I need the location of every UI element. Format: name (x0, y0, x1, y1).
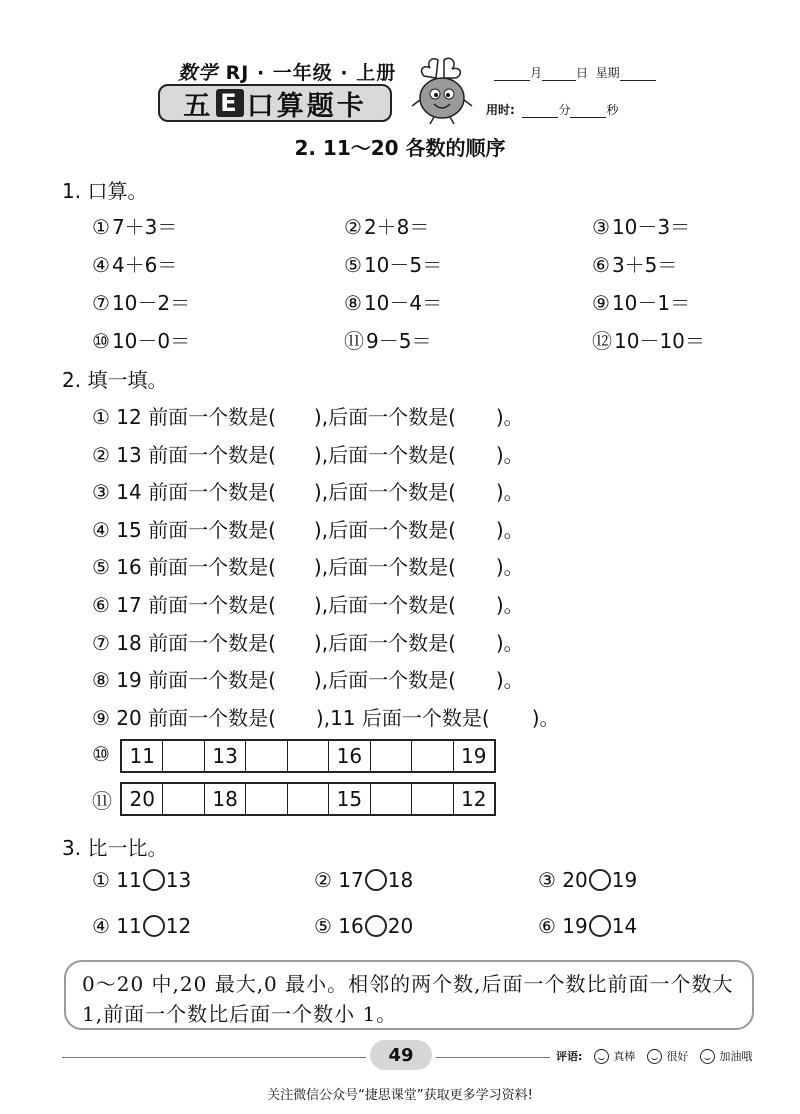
compare-item (538, 914, 637, 938)
page-number: 49 (370, 1040, 432, 1070)
prompt-before: 20 前面一个数是( (116, 705, 276, 730)
sequence-number-box: 11 (122, 741, 163, 771)
math-expression: 7＋3＝ (111, 215, 178, 239)
math-expression: 10－0＝ (111, 329, 191, 353)
item-number: ④ (92, 517, 110, 542)
sequence-row-1 (120, 739, 496, 773)
prompt-end: )。 (495, 555, 524, 580)
compare-left: 19 (562, 914, 588, 938)
sequence-row-2 (120, 782, 496, 816)
weekday-blank[interactable] (620, 68, 656, 81)
item-number: ⑤ (344, 253, 362, 277)
math-expression: 3＋5＝ (611, 253, 678, 277)
footer-rule-left (62, 1057, 366, 1058)
fill-blank-row (92, 476, 524, 505)
item-number: ② (344, 215, 362, 239)
rating-keep-going: 加油哦 (719, 1050, 753, 1063)
prompt-end: )。 (495, 405, 524, 429)
prompt-before: 16 前面一个数是( (116, 555, 276, 580)
minutes-blank[interactable] (522, 105, 558, 118)
compare-item (538, 868, 637, 892)
item-number: ⑨ (592, 291, 610, 315)
month-blank[interactable] (494, 68, 530, 81)
prompt-end: )。 (495, 480, 524, 505)
prompt-after: ),后面一个数是( (313, 517, 456, 542)
book-edition (178, 58, 396, 85)
fill-blank-row (92, 664, 524, 693)
prompt-after: ),后面一个数是( (313, 480, 456, 505)
prompt-after: ),后面一个数是( (313, 555, 456, 580)
prompt-before: 12 前面一个数是( (116, 405, 276, 429)
summary-note: 0～20 中,20 最大,0 最小。相邻的两个数,后面一个数比前面一个数大 1,前面一个数比后面一个数小 1。 (64, 960, 754, 1030)
section2-heading: 2. 填一填。 (62, 368, 168, 392)
compare-circle-blank[interactable] (589, 915, 611, 937)
brand-title: 口算题卡 (246, 90, 367, 122)
compare-circle-blank[interactable] (589, 869, 611, 891)
brand-prefix: 五 (183, 90, 214, 122)
compare-right: 18 (387, 868, 414, 892)
compare-item (314, 914, 413, 938)
minutes-label: 分 (558, 103, 571, 117)
math-expression: 10－2＝ (111, 291, 191, 315)
brand-e-logo: E (216, 89, 243, 117)
mental-math-item (92, 287, 190, 316)
item-number: ② (92, 442, 110, 467)
sequence-blank-box[interactable] (246, 784, 287, 814)
prompt-end: )。 (495, 668, 524, 693)
compare-left: 11 (116, 868, 142, 892)
item-number: ⑤ (92, 555, 110, 580)
prompt-after: ),后面一个数是( (313, 442, 456, 467)
prompt-end: )。 (495, 517, 524, 542)
item-number: ⑥ (92, 593, 110, 617)
item-number: ④ (92, 253, 110, 277)
month-label: 月 (530, 66, 543, 80)
wechat-note: 关注微信公众号“捷思课堂”获取更多学习资料! (267, 1088, 533, 1103)
mental-math-item (92, 211, 177, 240)
sequence-number-box: 18 (205, 784, 246, 814)
prompt-before: 17 前面一个数是( (116, 593, 276, 617)
prompt-after: ),后面一个数是( (313, 668, 456, 693)
sequence-blank-box[interactable] (163, 784, 204, 814)
smile-face-icon[interactable] (594, 1049, 609, 1064)
edition-label: RJ · 一年级 · 上册 (225, 62, 397, 84)
compare-circle-blank[interactable] (143, 869, 165, 891)
compare-item (92, 868, 191, 892)
item-number: ③ (538, 868, 556, 892)
prompt-before: 19 前面一个数是( (116, 668, 276, 693)
footer-rule-right (436, 1057, 550, 1058)
compare-left: 16 (338, 914, 364, 938)
item-number: ⑦ (92, 291, 110, 315)
sequence-blank-box[interactable] (163, 741, 204, 771)
compare-left: 20 (562, 868, 588, 892)
sequence-blank-box[interactable] (371, 741, 412, 771)
fill-blank-row (92, 401, 524, 430)
math-expression: 10－1＝ (611, 291, 691, 315)
sequence-blank-box[interactable] (412, 784, 453, 814)
seconds-label: 秒 (606, 103, 619, 117)
mental-math-item (592, 325, 705, 354)
compare-left: 17 (338, 868, 364, 892)
mental-math-item (344, 287, 442, 316)
date-line (494, 64, 656, 81)
item-number: ① (92, 215, 110, 239)
prompt-before: 15 前面一个数是( (116, 517, 276, 542)
mental-math-item (92, 249, 177, 278)
fill-blank-row (92, 589, 524, 618)
sequence-number-box: 16 (329, 741, 370, 771)
prompt-after: ),后面一个数是( (313, 630, 456, 655)
compare-item (92, 914, 191, 938)
item-number: ⑫ (592, 329, 612, 353)
rating-great: 真棒 (613, 1050, 636, 1063)
compare-circle-blank[interactable] (365, 869, 387, 891)
fill-blank-row (92, 627, 524, 656)
item-number: ⑧ (344, 291, 362, 315)
time-line (486, 101, 618, 118)
brand-banner (158, 84, 392, 122)
item-number: ⑦ (92, 630, 110, 655)
math-expression: 2＋8＝ (363, 215, 430, 239)
prompt-end: )。 (495, 630, 524, 655)
sequence-blank-box[interactable] (371, 784, 412, 814)
seconds-blank[interactable] (570, 105, 606, 118)
compare-right: 13 (165, 868, 192, 892)
lesson-title: 2. 11～20 各数的顺序 (294, 136, 506, 160)
item-number: ① (92, 405, 110, 429)
compare-circle-blank[interactable] (365, 915, 387, 937)
item-number: ⑪ (344, 329, 364, 353)
subject-label: 数学 (178, 62, 219, 84)
prompt-after: ),后面一个数是( (313, 593, 456, 617)
time-used-label: 用时: (486, 103, 515, 117)
fill-blank-row (92, 514, 524, 543)
item-number: ⑧ (92, 668, 110, 693)
sequence-blank-box[interactable] (288, 741, 329, 771)
math-expression: 9－5＝ (366, 329, 432, 353)
prompt-before: 18 前面一个数是( (116, 630, 276, 655)
smile-face-icon[interactable] (647, 1049, 662, 1064)
day-blank[interactable] (542, 68, 576, 81)
sequence-number-box: 20 (122, 784, 163, 814)
item-number: ⑨ (92, 705, 110, 730)
compare-circle-blank[interactable] (143, 915, 165, 937)
prompt-end: )。 (531, 705, 560, 730)
rating-label: 评语: (556, 1050, 583, 1063)
sequence-blank-box[interactable] (288, 784, 329, 814)
compare-right: 14 (611, 914, 638, 938)
prompt-after: ),11 后面一个数是( (315, 705, 490, 730)
rating-bar (556, 1048, 752, 1064)
mental-math-item (344, 211, 429, 240)
radish-mascot-icon (408, 56, 476, 126)
mental-math-item (592, 287, 690, 316)
mental-math-item (344, 325, 431, 354)
math-expression: 10－5＝ (363, 253, 443, 277)
smile-face-icon[interactable] (700, 1049, 715, 1064)
math-expression: 10－10＝ (614, 329, 705, 353)
sequence-blank-box[interactable] (412, 741, 453, 771)
mental-math-item (92, 325, 190, 354)
compare-left: 11 (116, 914, 142, 938)
compare-item (314, 868, 413, 892)
item-number: ⑥ (592, 253, 610, 277)
prompt-end: )。 (495, 593, 524, 617)
fill-blank-row (92, 702, 560, 731)
prompt-after: ),后面一个数是( (313, 405, 456, 429)
section1-heading: 1. 口算。 (62, 179, 148, 203)
prompt-end: )。 (495, 442, 524, 467)
section3-heading: 3. 比一比。 (62, 836, 168, 860)
fill-blank-row (92, 551, 524, 580)
item-number: ① (92, 868, 110, 892)
mental-math-item (592, 249, 677, 278)
prompt-before: 14 前面一个数是( (116, 480, 276, 505)
math-expression: 10－3＝ (611, 215, 691, 239)
mental-math-item (592, 211, 690, 240)
weekday-label: 星期 (595, 66, 620, 80)
mental-math-item (344, 249, 442, 278)
compare-right: 19 (611, 868, 638, 892)
item-number: ③ (592, 215, 610, 239)
rating-good: 很好 (666, 1050, 689, 1063)
item-number: ④ (92, 914, 110, 938)
seq1-label: ⑩ (92, 742, 110, 766)
item-number: ⑤ (314, 914, 332, 938)
compare-right: 12 (165, 914, 192, 938)
item-number: ② (314, 868, 332, 892)
math-expression: 10－4＝ (363, 291, 443, 315)
sequence-number-box: 19 (460, 744, 487, 768)
day-label: 日 (576, 66, 589, 80)
item-number: ⑩ (92, 329, 110, 353)
sequence-number-box: 12 (460, 787, 487, 811)
compare-right: 20 (387, 914, 414, 938)
prompt-before: 13 前面一个数是( (116, 442, 276, 467)
sequence-blank-box[interactable] (246, 741, 287, 771)
fill-blank-row (92, 439, 524, 468)
seq2-label: ⑪ (92, 789, 112, 813)
item-number: ⑥ (538, 914, 556, 938)
item-number: ③ (92, 480, 110, 505)
sequence-number-box: 15 (329, 784, 370, 814)
sequence-number-box: 13 (205, 741, 246, 771)
math-expression: 4＋6＝ (111, 253, 178, 277)
